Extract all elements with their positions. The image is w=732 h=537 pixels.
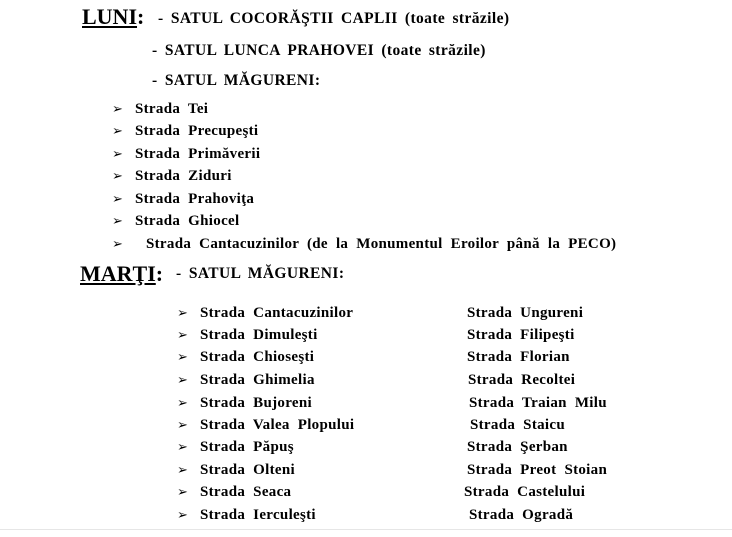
street-name: Strada Păpuş bbox=[200, 439, 294, 455]
street-name: Strada Olteni bbox=[200, 462, 295, 478]
list-item bbox=[112, 168, 232, 185]
list-item bbox=[112, 123, 258, 140]
list-item bbox=[177, 462, 295, 479]
street-name: Strada Valea Plopului bbox=[200, 417, 355, 433]
street-name: Strada Filipeşti bbox=[467, 327, 575, 343]
street-name: Strada Şerban bbox=[467, 439, 568, 455]
list-item bbox=[177, 439, 294, 456]
village-line: - SATUL LUNCA PRAHOVEI (toate străzile) bbox=[152, 42, 486, 59]
street-name: Strada Florian bbox=[467, 349, 570, 365]
village-line: - SATUL COCORĂŞTII CAPLII (toate străzile) bbox=[158, 10, 510, 27]
street-name: Strada Tei bbox=[135, 101, 209, 117]
day-colon: : bbox=[137, 4, 145, 29]
street-name: Strada Ungureni bbox=[467, 305, 584, 321]
arrow-bullet-icon: ➢ bbox=[112, 214, 124, 229]
arrow-bullet-icon: ➢ bbox=[177, 463, 189, 478]
street-name: Strada Primăverii bbox=[135, 146, 261, 162]
list-item bbox=[177, 507, 316, 524]
arrow-bullet-icon: ➢ bbox=[177, 328, 189, 343]
arrow-bullet-icon: ➢ bbox=[112, 102, 124, 117]
street-name: Strada Precupeşti bbox=[135, 123, 259, 139]
list-item bbox=[177, 417, 354, 434]
street-name: Strada Dimuleşti bbox=[200, 327, 318, 343]
street-name: Strada Ghimelia bbox=[200, 372, 315, 388]
arrow-bullet-icon: ➢ bbox=[177, 485, 189, 500]
arrow-bullet-icon: ➢ bbox=[112, 237, 124, 252]
street-name: Strada Ierculeşti bbox=[200, 507, 316, 523]
street-name: Strada Staicu bbox=[470, 417, 565, 433]
list-item bbox=[177, 349, 314, 366]
list-item bbox=[177, 372, 315, 389]
street-name: Strada Preot Stoian bbox=[467, 462, 608, 478]
list-item bbox=[177, 305, 353, 322]
street-name: Strada Recoltei bbox=[468, 372, 576, 388]
list-item bbox=[112, 213, 239, 230]
arrow-bullet-icon: ➢ bbox=[112, 169, 124, 184]
arrow-bullet-icon: ➢ bbox=[177, 418, 189, 433]
arrow-bullet-icon: ➢ bbox=[177, 350, 189, 365]
village-line: - SATUL MĂGURENI: bbox=[176, 265, 345, 282]
list-item bbox=[177, 395, 312, 412]
street-name: Strada Traian Milu bbox=[469, 395, 607, 411]
street-name: Strada Cantacuzinilor bbox=[200, 305, 354, 321]
list-item bbox=[112, 101, 208, 118]
arrow-bullet-icon: ➢ bbox=[112, 147, 124, 162]
arrow-bullet-icon: ➢ bbox=[177, 440, 189, 455]
street-name: Strada Seaca bbox=[200, 484, 292, 500]
street-name: Strada Chioseşti bbox=[200, 349, 315, 365]
street-name: Strada Castelului bbox=[464, 484, 586, 500]
street-name: Strada Prahoviţa bbox=[135, 191, 255, 207]
list-item bbox=[177, 484, 291, 501]
list-item bbox=[112, 191, 254, 208]
arrow-bullet-icon: ➢ bbox=[177, 373, 189, 388]
arrow-bullet-icon: ➢ bbox=[112, 192, 124, 207]
street-name: Strada Cantacuzinilor (de la Monumentul Eroilor până la PECO) bbox=[146, 236, 617, 252]
day-colon: : bbox=[155, 261, 164, 286]
day-label: LUNI bbox=[82, 4, 138, 29]
street-name: Strada Ghiocel bbox=[135, 213, 240, 229]
list-item bbox=[112, 236, 616, 253]
street-name: Strada Ogradă bbox=[469, 507, 574, 523]
arrow-bullet-icon: ➢ bbox=[177, 508, 189, 523]
arrow-bullet-icon: ➢ bbox=[177, 306, 189, 321]
page-edge-divider bbox=[0, 529, 732, 530]
list-item bbox=[112, 146, 260, 163]
day-label: MARŢI bbox=[80, 261, 156, 286]
arrow-bullet-icon: ➢ bbox=[112, 124, 124, 139]
street-name: Strada Ziduri bbox=[135, 168, 232, 184]
day-heading-luni bbox=[82, 4, 144, 30]
day-heading-marti bbox=[80, 261, 163, 287]
village-line: - SATUL MĂGURENI: bbox=[152, 72, 321, 89]
street-name: Strada Bujoreni bbox=[200, 395, 312, 411]
arrow-bullet-icon: ➢ bbox=[177, 396, 189, 411]
list-item bbox=[177, 327, 318, 344]
